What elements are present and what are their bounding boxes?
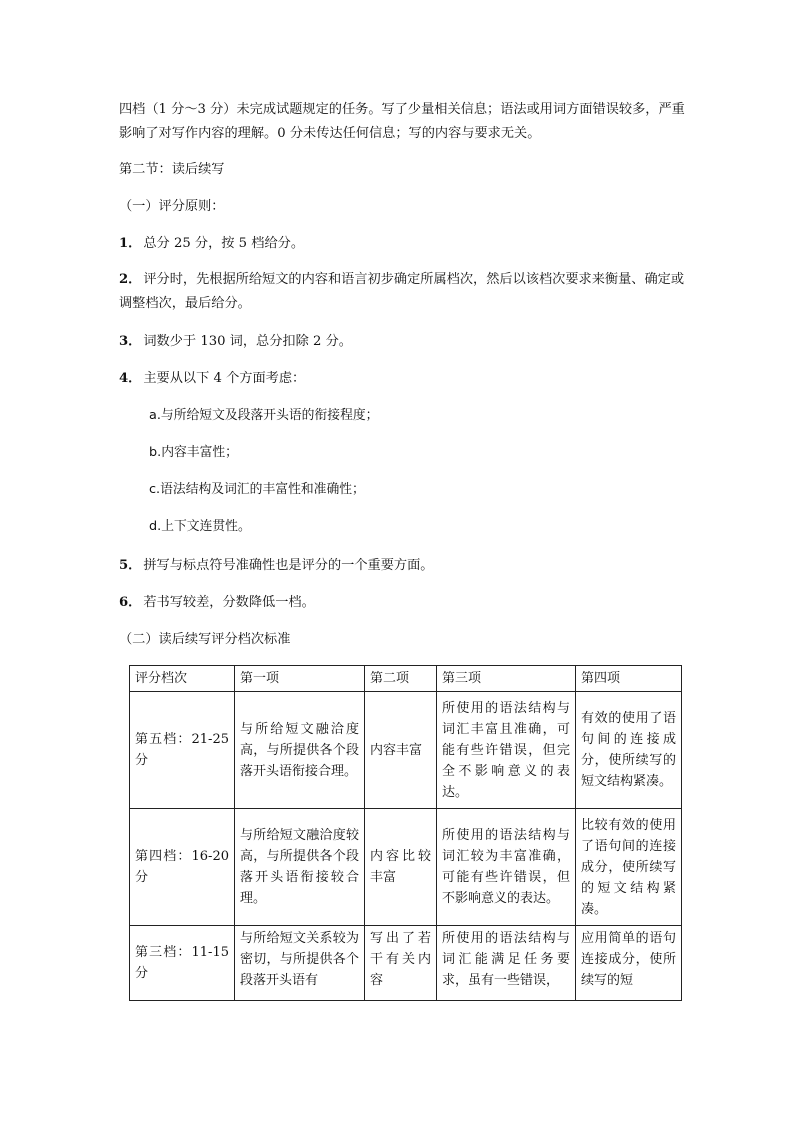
grading-standard-table — [129, 665, 682, 1001]
paragraph-level-four: 四档（1 分～3 分）未完成试题规定的任务。写了少量相关信息；语法或用词方面错误较多，严重影响了对写作内容的理解。0 分未传达任何信息；写的内容与要求无关。 — [119, 102, 685, 141]
rule-4 — [119, 372, 305, 385]
rule-text: 评分时，先根据所给短文的内容和语言初步确定所属档次，然后以该档次要求来衡量、确定或调整档次，最后给分。 — [119, 272, 685, 311]
header-cell: 第四项 — [576, 666, 682, 692]
cell-text: 应用简单的语句连接成分，使所续写的短 — [581, 931, 676, 988]
table-row — [130, 692, 682, 809]
header-cell: 第一项 — [235, 666, 365, 692]
table-row — [130, 809, 682, 926]
rule-text: 总分 25 分，按 5 档给分。 — [143, 236, 305, 251]
table-cell — [365, 926, 437, 1001]
table-cell — [437, 926, 576, 1001]
header-cell: 评分档次 — [130, 666, 235, 692]
rule-text: 拼写与标点符号准确性也是评分的一个重要方面。 — [143, 558, 434, 573]
table-header-row — [130, 666, 682, 692]
rule-3 — [119, 335, 352, 348]
rule-2 — [119, 268, 689, 316]
standard-table-heading: （二）读后续写评分档次标准 — [119, 632, 291, 647]
header-cell: 第三项 — [437, 666, 576, 692]
rule-text: 主要从以下 4 个方面考虑： — [143, 371, 306, 386]
table-cell: 所使用的语法结构与词汇较为丰富准确，可能有些许错误，但不影响意义的表达。 — [437, 809, 576, 926]
sub-item-a: a.与所给短文及段落开头语的衔接程度； — [149, 408, 379, 423]
rule-6 — [119, 596, 315, 609]
rule-number: 3． — [119, 334, 142, 349]
table-cell: 与所给短文融洽度高，与所提供各个段落开头语衔接合理。 — [235, 692, 365, 809]
table-cell: 内容比较丰富 — [365, 809, 437, 926]
table-cell: 第四档：16-20 分 — [130, 809, 235, 926]
rule-text: 若书写较差，分数降低一档。 — [143, 595, 315, 610]
rule-text: 词数少于 130 词，总分扣除 2 分。 — [143, 334, 352, 349]
sub-item-d: d.上下文连贯性。 — [149, 519, 251, 534]
table-cell: 第五档：21-25 分 — [130, 692, 235, 809]
table-cell: 所使用的语法结构与词汇丰富且准确，可能有些许错误，但完全不影响意义的表达。 — [437, 692, 576, 809]
header-cell: 第二项 — [365, 666, 437, 692]
sub-item-c: c.语法结构及词汇的丰富性和准确性； — [149, 482, 365, 497]
rule-1 — [119, 237, 304, 250]
rule-number: 5． — [119, 558, 142, 573]
rule-5 — [119, 559, 434, 572]
table-cell — [235, 926, 365, 1001]
table-row — [130, 926, 682, 1001]
section-title-continuation-writing: 第二节：读后续写 — [119, 162, 225, 177]
rule-number: 4． — [119, 371, 142, 386]
rule-number: 2． — [119, 272, 142, 287]
sub-item-b: b.内容丰富性； — [149, 445, 238, 460]
rule-number: 1． — [119, 236, 142, 251]
rule-number: 6． — [119, 595, 142, 610]
table-cell: 比较有效的使用了语句间的连接成分，使所续写的短文结构紧凑。 — [576, 809, 682, 926]
table-cell — [576, 926, 682, 1001]
table-cell: 第三档：11-15 分 — [130, 926, 235, 1001]
table-cell: 与所给短文融洽度较高，与所提供各个段落开头语衔接较合理。 — [235, 809, 365, 926]
cell-text: 写出了若干有关内容 — [370, 931, 431, 988]
table-cell: 内容丰富 — [365, 692, 437, 809]
cell-text: 与所给短文关系较为密切，与所提供各个段落开头语有 — [240, 931, 359, 988]
principles-heading: （一）评分原则： — [119, 199, 225, 214]
table-cell: 有效的使用了语句间的连接成分，使所续写的短文结构紧凑。 — [576, 692, 682, 809]
cell-text: 所使用的语法结构与词汇能满足任务要求，虽有一些错误， — [442, 931, 570, 988]
